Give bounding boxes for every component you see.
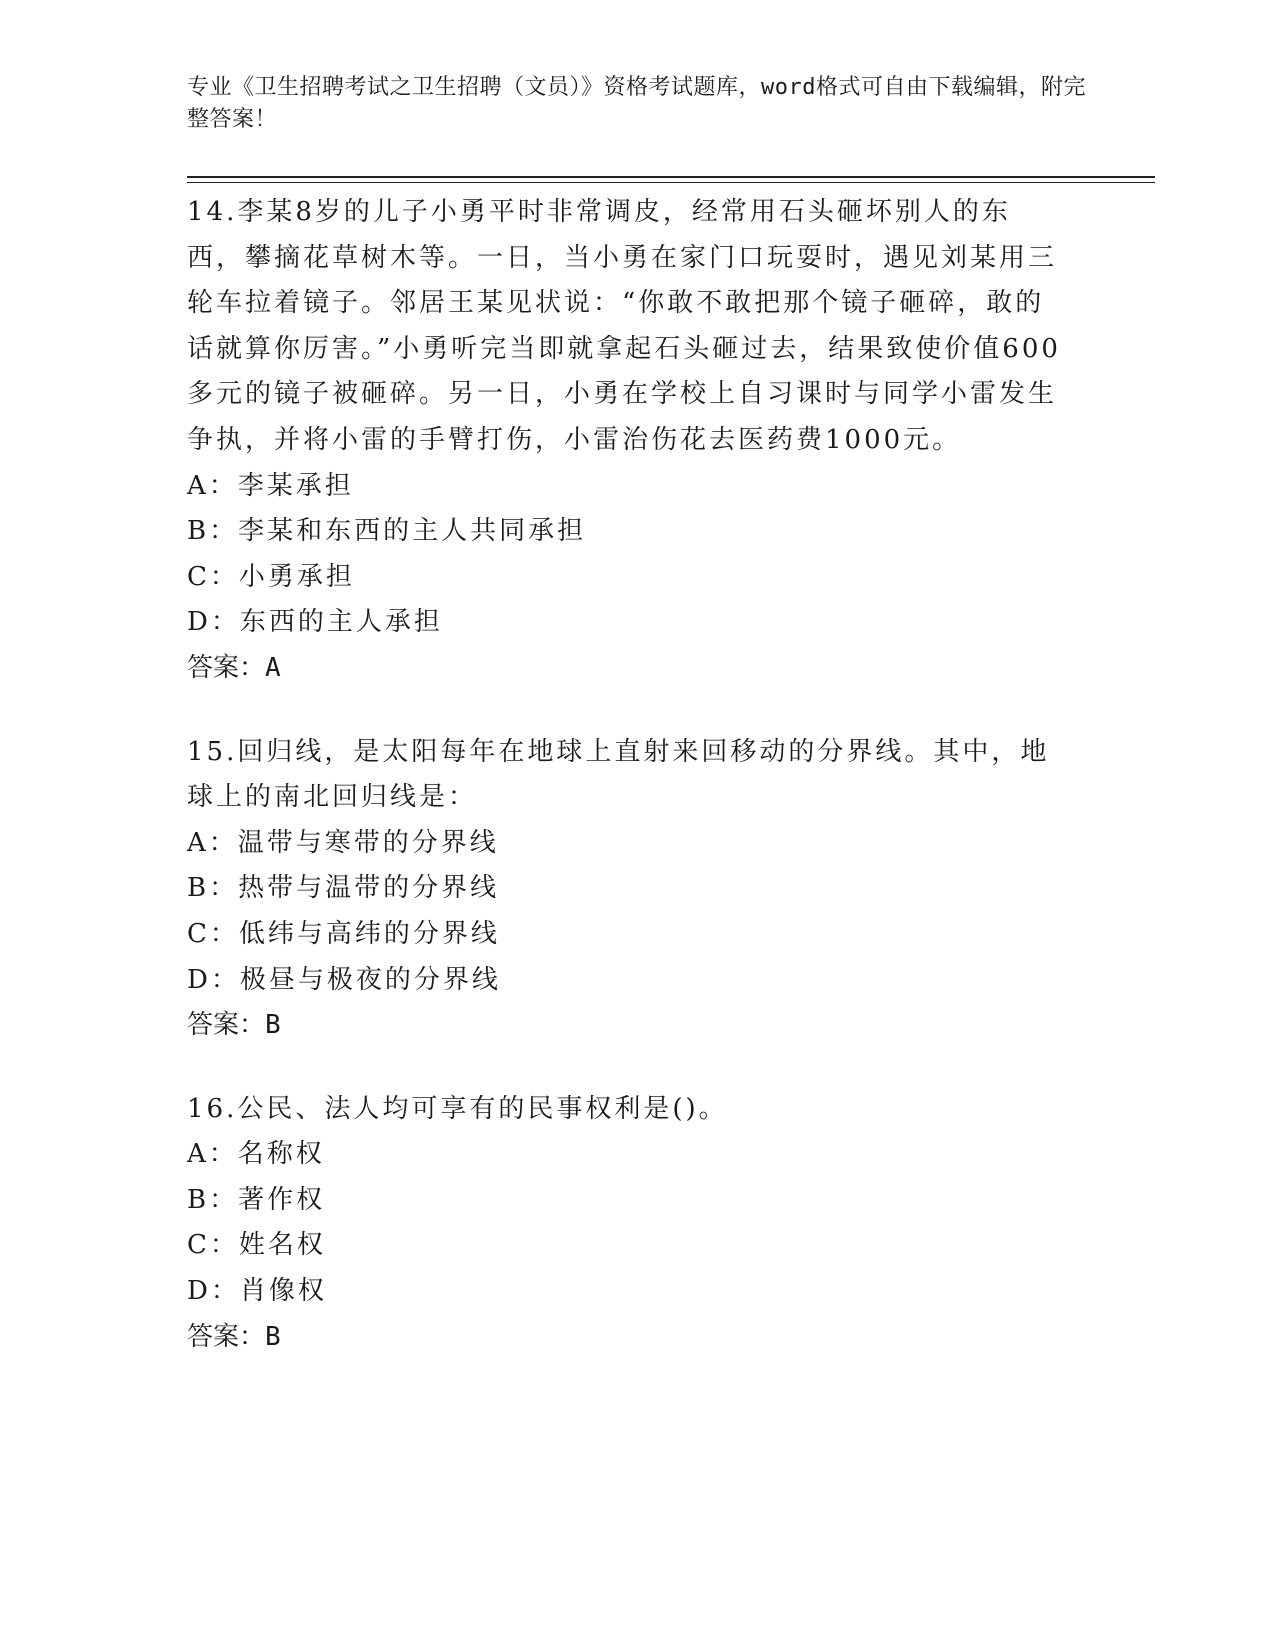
option-d: D：肖像权 xyxy=(187,1276,327,1307)
question-stem: 16.公民、法人均可享有的民事权利是()。 xyxy=(187,1093,728,1124)
question-16 xyxy=(187,1087,1067,1361)
option-b: B：李某和东西的主人共同承担 xyxy=(187,516,587,547)
option-b: B：热带与温带的分界线 xyxy=(187,873,500,904)
question-stem: 15.回归线，是太阳每年在地球上直射来回移动的分界线。其中，地球上的南北回归线是： xyxy=(187,736,1050,813)
question-stem: 14.李某8岁的儿子小勇平时非常调皮，经常用石头砸坏别人的东西，攀摘花草树木等。一日，当小勇在家门口玩耍时，遇见刘某用三轮车拉着镜子。邻居王某见状说：“你敢不敢把那个镜子砸碎，敢的话就算你厉害。”小勇听完当即就拿起石头砸过去，结果致使价值600多元的镜子被砸碎。另一日，小勇在学校上自习课时与同学小雷发生争执，并将小雷的手臂打伤，小雷治伤花去医药费1000元。 xyxy=(187,197,1061,455)
header-divider xyxy=(187,176,1155,178)
option-b: B：著作权 xyxy=(187,1184,326,1215)
option-a: A：李某承担 xyxy=(187,470,354,501)
answer: 答案：A xyxy=(187,652,281,683)
question-list xyxy=(187,190,1067,1398)
option-c: C：姓名权 xyxy=(187,1230,326,1261)
question-14 xyxy=(187,190,1067,692)
option-d: D：东西的主人承担 xyxy=(187,607,443,638)
option-c: C：小勇承担 xyxy=(187,561,355,592)
option-d: D：极昼与极夜的分界线 xyxy=(187,964,501,995)
option-a: A：名称权 xyxy=(187,1139,325,1170)
option-c: C：低纬与高纬的分界线 xyxy=(187,918,500,949)
option-a: A：温带与寒带的分界线 xyxy=(187,827,499,858)
page-header: 专业《卫生招聘考试之卫生招聘（文员）》资格考试题库，word格式可自由下载编辑，附完整答案！ xyxy=(187,75,1086,132)
question-15 xyxy=(187,730,1067,1049)
answer: 答案：B xyxy=(187,1010,281,1041)
header-divider-thin xyxy=(187,182,1155,183)
answer: 答案：B xyxy=(187,1321,281,1352)
